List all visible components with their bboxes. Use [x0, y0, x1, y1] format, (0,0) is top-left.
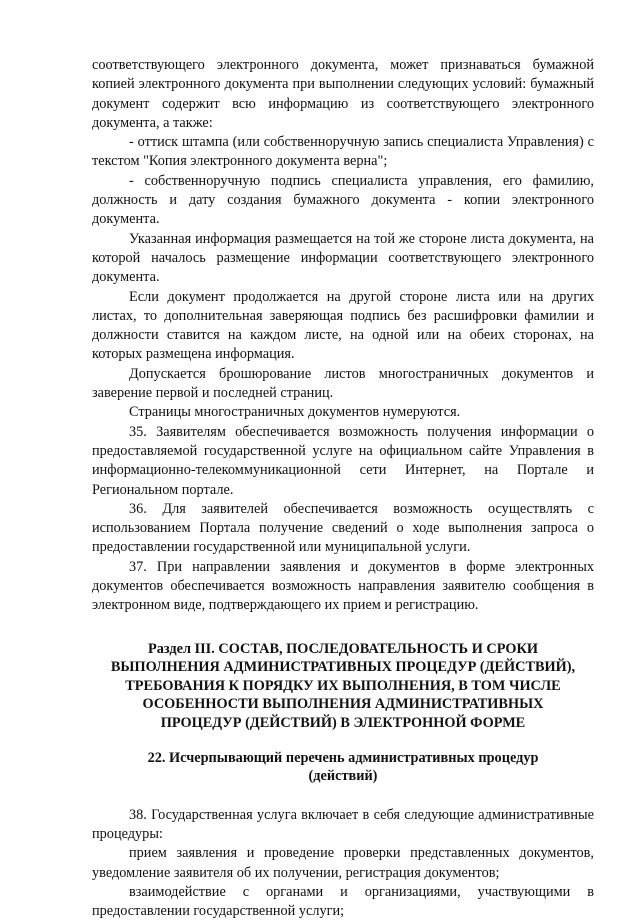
section-heading-line: ОСОБЕННОСТИ ВЫПОЛНЕНИЯ АДМИНИСТРАТИВНЫХ [142, 696, 544, 713]
section-heading-line: ПРОЦЕДУР (ДЕЙСТВИЙ) В ЭЛЕКТРОННОЙ ФОРМЕ [160, 714, 526, 731]
subsection-heading [92, 749, 594, 786]
paragraph: 35. Заявителям обеспечивается возможность получения информации о предоставляемой государственной услуге на официальном сайте Управления в информационно-телекоммуникационной сети Интернет, на Портале и Региональном портале. [92, 423, 594, 498]
paragraph: - собственноручную подпись специалиста управления, его фамилию, должность и дату создания бумажного документа - копии электронного документа. [92, 172, 594, 228]
section-heading [92, 640, 594, 733]
paragraph: Указанная информация размещается на той же стороне листа документа, на которой началось размещение информации соответствующего электронного документа. [92, 230, 594, 286]
body-text-bottom [92, 806, 594, 922]
section-heading-line: ВЫПОЛНЕНИЯ АДМИНИСТРАТИВНЫХ ПРОЦЕДУР (ДЕЙСТВИЙ), [110, 659, 576, 676]
paragraph: - оттиск штампа (или собственноручную запись специалиста Управления) с текстом "Копия электронного документа верна"; [92, 134, 594, 170]
section-heading-line: Раздел III. СОСТАВ, ПОСЛЕДОВАТЕЛЬНОСТЬ И СРОКИ [148, 640, 538, 657]
paragraph: Если документ продолжается на другой стороне листа или на других листах, то дополнительная заверяющая подпись без расшифровки фамилии и должности ставится на каждом листе, на одной или на обеих сторонах, на которых размещена информация. [92, 288, 594, 363]
paragraph: Страницы многостраничных документов нумеруются. [129, 404, 461, 421]
body-text-top [92, 56, 594, 616]
section-heading-line: ТРЕБОВАНИЯ К ПОРЯДКУ ИХ ВЫПОЛНЕНИЯ, В ТОМ ЧИСЛЕ [125, 677, 561, 694]
paragraph: взаимодействие с органами и организациями, участвующими в предоставлении государственной услуги; [92, 883, 594, 920]
paragraph: Допускается брошюрование листов многостраничных документов и заверение первой и последней страниц. [92, 365, 594, 402]
paragraph: соответствующего электронного документа, может признаваться бумажной копией электронного документа при выполнении следующих условий: бумажный документ содержит всю информацию из соответствующего электронного документа, а также: [92, 57, 594, 131]
subsection-heading-line: (действий) [308, 768, 378, 785]
paragraph: прием заявления и проведение проверки представленных документов, уведомление заявителя об их получении, регистрация документов; [92, 845, 594, 881]
paragraph: 37. При направлении заявления и документов в форме электронных документов обеспечивается возможность направления заявителю сообщения в электронном виде, подтверждающего их прием и регистрацию. [92, 558, 594, 614]
paragraph: 36. Для заявителей обеспечивается возможность осуществлять с использованием Портала получение сведений о ходе выполнения запроса о предоставлении государственной или муниципальной услуги. [92, 500, 594, 556]
paragraph: 38. Государственная услуга включает в себя следующие административные процедуры: [92, 806, 594, 843]
subsection-heading-line: 22. Исчерпывающий перечень административных процедур [147, 749, 539, 766]
